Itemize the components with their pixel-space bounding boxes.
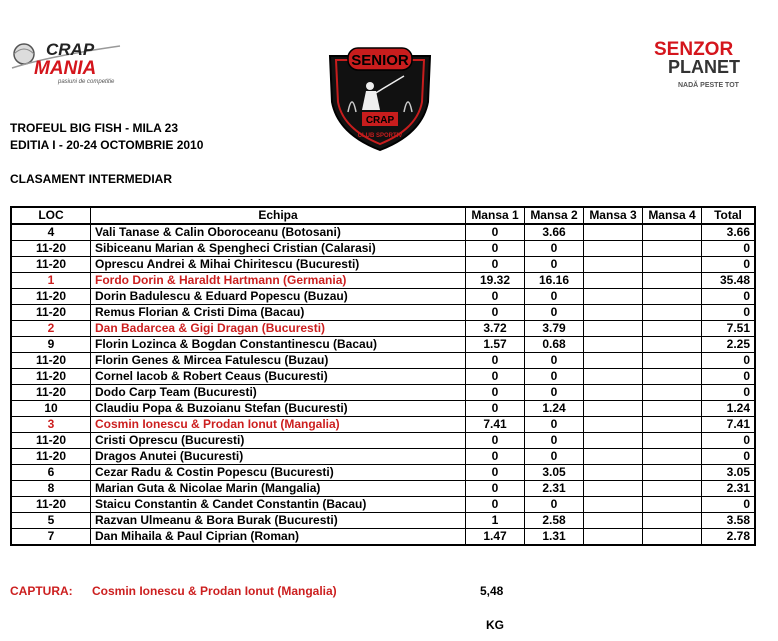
cell-m1: 0 [466, 369, 525, 385]
cell-team: Oprescu Andrei & Mihai Chiritescu (Bucuresti) [91, 257, 466, 273]
cell-m1: 0 [466, 497, 525, 513]
logo-senzor-text: SENZOR [654, 39, 734, 60]
cell-loc: 2 [11, 321, 91, 337]
cell-team: Cezar Radu & Costin Popescu (Bucuresti) [91, 465, 466, 481]
senzor-planet-logo [650, 35, 762, 95]
cell-total: 0 [702, 385, 756, 401]
cell-m4 [643, 321, 702, 337]
cell-total: 2.31 [702, 481, 756, 497]
cell-m1: 0 [466, 449, 525, 465]
cell-loc: 5 [11, 513, 91, 529]
cell-m1: 0 [466, 241, 525, 257]
cell-m2: 2.58 [525, 513, 584, 529]
cell-m4 [643, 353, 702, 369]
table-row [11, 321, 755, 337]
cell-m2: 0 [525, 241, 584, 257]
cell-total: 3.05 [702, 465, 756, 481]
cell-m1: 19.32 [466, 273, 525, 289]
cell-m2: 0 [525, 369, 584, 385]
cell-team: Florin Genes & Mircea Fatulescu (Buzau) [91, 353, 466, 369]
cell-m2: 3.66 [525, 224, 584, 241]
cell-m4 [643, 433, 702, 449]
table-row [11, 369, 755, 385]
cell-total: 0 [702, 241, 756, 257]
cell-team: Cristi Oprescu (Bucuresti) [91, 433, 466, 449]
captura-unit: KG [486, 618, 504, 632]
cell-m3 [584, 385, 643, 401]
cell-total: 0 [702, 433, 756, 449]
cell-m2: 3.79 [525, 321, 584, 337]
cell-team: Dragos Anutei (Bucuresti) [91, 449, 466, 465]
table-row [11, 417, 755, 433]
cell-m3 [584, 401, 643, 417]
crap-mania-logo [10, 38, 138, 86]
cell-m2: 0 [525, 385, 584, 401]
cell-loc: 11-20 [11, 385, 91, 401]
cell-loc: 8 [11, 481, 91, 497]
cell-team: Dodo Carp Team (Bucuresti) [91, 385, 466, 401]
cell-m4 [643, 273, 702, 289]
table-row [11, 353, 755, 369]
cell-total: 7.51 [702, 321, 756, 337]
cell-loc: 9 [11, 337, 91, 353]
cell-m4 [643, 529, 702, 546]
cell-m3 [584, 497, 643, 513]
cell-m1: 0 [466, 224, 525, 241]
logo-planet-text: PLANET [668, 57, 740, 77]
captura-team: Cosmin Ionescu & Prodan Ionut (Mangalia) [92, 584, 337, 598]
ball-icon [14, 44, 34, 64]
cell-loc: 11-20 [11, 369, 91, 385]
event-edition: EDITIA I - 20-24 OCTOMBRIE 2010 [10, 138, 204, 152]
cell-m1: 1 [466, 513, 525, 529]
col-header-m2: Mansa 2 [525, 207, 584, 224]
cell-team: Claudiu Popa & Buzoianu Stefan (Bucuresti) [91, 401, 466, 417]
cell-m2: 0 [525, 353, 584, 369]
cell-m3 [584, 257, 643, 273]
cell-m1: 0 [466, 385, 525, 401]
cell-m4 [643, 257, 702, 273]
cell-m1: 0 [466, 305, 525, 321]
cell-m1: 0 [466, 401, 525, 417]
cell-m3 [584, 417, 643, 433]
table-row [11, 289, 755, 305]
col-header-team: Echipa [91, 207, 466, 224]
cell-m3 [584, 465, 643, 481]
table-row [11, 497, 755, 513]
col-header-m1: Mansa 1 [466, 207, 525, 224]
logo-mania-text: MANIA [34, 58, 97, 79]
cell-total: 0 [702, 289, 756, 305]
cell-m1: 3.72 [466, 321, 525, 337]
cell-loc: 11-20 [11, 289, 91, 305]
cell-loc: 11-20 [11, 497, 91, 513]
table-row [11, 273, 755, 289]
cell-team: Razvan Ulmeanu & Bora Burak (Bucuresti) [91, 513, 466, 529]
cell-loc: 11-20 [11, 433, 91, 449]
cell-m1: 0 [466, 481, 525, 497]
cell-loc: 1 [11, 273, 91, 289]
logo-right-tagline: NADĂ PESTE TOT [678, 82, 739, 89]
cell-m2: 0.68 [525, 337, 584, 353]
table-row [11, 513, 755, 529]
cell-m4 [643, 513, 702, 529]
event-title: TROFEUL BIG FISH - MILA 23 [10, 121, 179, 135]
cell-m3 [584, 289, 643, 305]
cell-team: Fordo Dorin & Haraldt Hartmann (Germania) [91, 273, 466, 289]
senior-crap-emblem [322, 42, 438, 154]
table-row [11, 305, 755, 321]
logo-tagline: pasiuni de competitie [58, 79, 115, 85]
cell-total: 0 [702, 353, 756, 369]
cell-team: Florin Lozinca & Bogdan Constantinescu (Bacau) [91, 337, 466, 353]
table-row [11, 224, 755, 241]
cell-total: 0 [702, 497, 756, 513]
cell-m4 [643, 497, 702, 513]
cell-m3 [584, 305, 643, 321]
captura-label: CAPTURA: [10, 584, 73, 598]
table-row [11, 449, 755, 465]
table-row [11, 337, 755, 353]
cell-m4 [643, 305, 702, 321]
cell-loc: 11-20 [11, 241, 91, 257]
cell-m2: 0 [525, 417, 584, 433]
cell-total: 3.58 [702, 513, 756, 529]
cell-m2: 3.05 [525, 465, 584, 481]
col-header-total: Total [702, 207, 756, 224]
cell-loc: 11-20 [11, 257, 91, 273]
cell-loc: 11-20 [11, 353, 91, 369]
col-header-m4: Mansa 4 [643, 207, 702, 224]
cell-team: Cosmin Ionescu & Prodan Ionut (Mangalia) [91, 417, 466, 433]
cell-m4 [643, 337, 702, 353]
cell-loc: 11-20 [11, 449, 91, 465]
table-row [11, 385, 755, 401]
cell-m2: 0 [525, 449, 584, 465]
cell-m1: 1.57 [466, 337, 525, 353]
col-header-m3: Mansa 3 [584, 207, 643, 224]
cell-team: Dorin Badulescu & Eduard Popescu (Buzau) [91, 289, 466, 305]
cell-m4 [643, 289, 702, 305]
cell-m1: 7.41 [466, 417, 525, 433]
cell-m3 [584, 353, 643, 369]
cell-m3 [584, 369, 643, 385]
cell-total: 1.24 [702, 401, 756, 417]
cell-total: 2.25 [702, 337, 756, 353]
cell-total: 0 [702, 449, 756, 465]
cell-m4 [643, 241, 702, 257]
table-row [11, 241, 755, 257]
cell-loc: 7 [11, 529, 91, 546]
cell-team: Remus Florian & Cristi Dima (Bacau) [91, 305, 466, 321]
cell-team: Dan Badarcea & Gigi Dragan (Bucuresti) [91, 321, 466, 337]
cell-total: 35.48 [702, 273, 756, 289]
cell-m2: 1.31 [525, 529, 584, 546]
table-row [11, 433, 755, 449]
cell-m3 [584, 449, 643, 465]
table-row [11, 257, 755, 273]
table-row [11, 465, 755, 481]
cell-total: 0 [702, 369, 756, 385]
table-header-row [11, 207, 755, 224]
emblem-bottom-text: CLUB SPORTIV [357, 133, 403, 139]
table-row [11, 529, 755, 546]
cell-m4 [643, 417, 702, 433]
table-row [11, 401, 755, 417]
ranking-subtitle: CLASAMENT INTERMEDIAR [10, 172, 172, 186]
cell-loc: 10 [11, 401, 91, 417]
cell-m1: 0 [466, 289, 525, 305]
cell-m3 [584, 481, 643, 497]
logo-crap-text: CRAP [46, 40, 95, 59]
cell-loc: 11-20 [11, 305, 91, 321]
cell-m2: 0 [525, 433, 584, 449]
emblem-middle-text: CRAP [365, 115, 395, 126]
cell-m2: 0 [525, 289, 584, 305]
cell-m4 [643, 224, 702, 241]
cell-m2: 1.24 [525, 401, 584, 417]
cell-m3 [584, 513, 643, 529]
cell-loc: 4 [11, 224, 91, 241]
cell-m4 [643, 465, 702, 481]
cell-m4 [643, 481, 702, 497]
cell-loc: 3 [11, 417, 91, 433]
captura-value: 5,48 [480, 584, 504, 598]
cell-total: 7.41 [702, 417, 756, 433]
cell-team: Vali Tanase & Calin Oboroceanu (Botosani) [91, 224, 466, 241]
ranking-table [10, 206, 756, 546]
cell-m3 [584, 321, 643, 337]
cell-m3 [584, 529, 643, 546]
cell-team: Cornel Iacob & Robert Ceaus (Bucuresti) [91, 369, 466, 385]
cell-m2: 0 [525, 257, 584, 273]
cell-m3 [584, 273, 643, 289]
cell-m1: 0 [466, 257, 525, 273]
cell-team: Dan Mihaila & Paul Ciprian (Roman) [91, 529, 466, 546]
cell-team: Marian Guta & Nicolae Marin (Mangalia) [91, 481, 466, 497]
cell-team: Staicu Constantin & Candet Constantin (Bacau) [91, 497, 466, 513]
cell-loc: 6 [11, 465, 91, 481]
cell-m1: 1.47 [466, 529, 525, 546]
cell-total: 0 [702, 305, 756, 321]
cell-m3 [584, 337, 643, 353]
cell-total: 2.78 [702, 529, 756, 546]
cell-m3 [584, 433, 643, 449]
cell-total: 3.66 [702, 224, 756, 241]
cell-m3 [584, 224, 643, 241]
cell-team: Sibiceanu Marian & Spengheci Cristian (Calarasi) [91, 241, 466, 257]
cell-m1: 0 [466, 433, 525, 449]
col-header-loc: LOC [11, 207, 91, 224]
cell-m3 [584, 241, 643, 257]
cell-m1: 0 [466, 465, 525, 481]
cell-m2: 0 [525, 497, 584, 513]
cell-m2: 2.31 [525, 481, 584, 497]
cell-m1: 0 [466, 353, 525, 369]
cell-m2: 16.16 [525, 273, 584, 289]
cell-m4 [643, 369, 702, 385]
cell-m2: 0 [525, 305, 584, 321]
cell-m4 [643, 449, 702, 465]
cell-total: 0 [702, 257, 756, 273]
cell-m4 [643, 385, 702, 401]
table-row [11, 481, 755, 497]
emblem-top-text: SENIOR [351, 52, 409, 69]
cell-m4 [643, 401, 702, 417]
